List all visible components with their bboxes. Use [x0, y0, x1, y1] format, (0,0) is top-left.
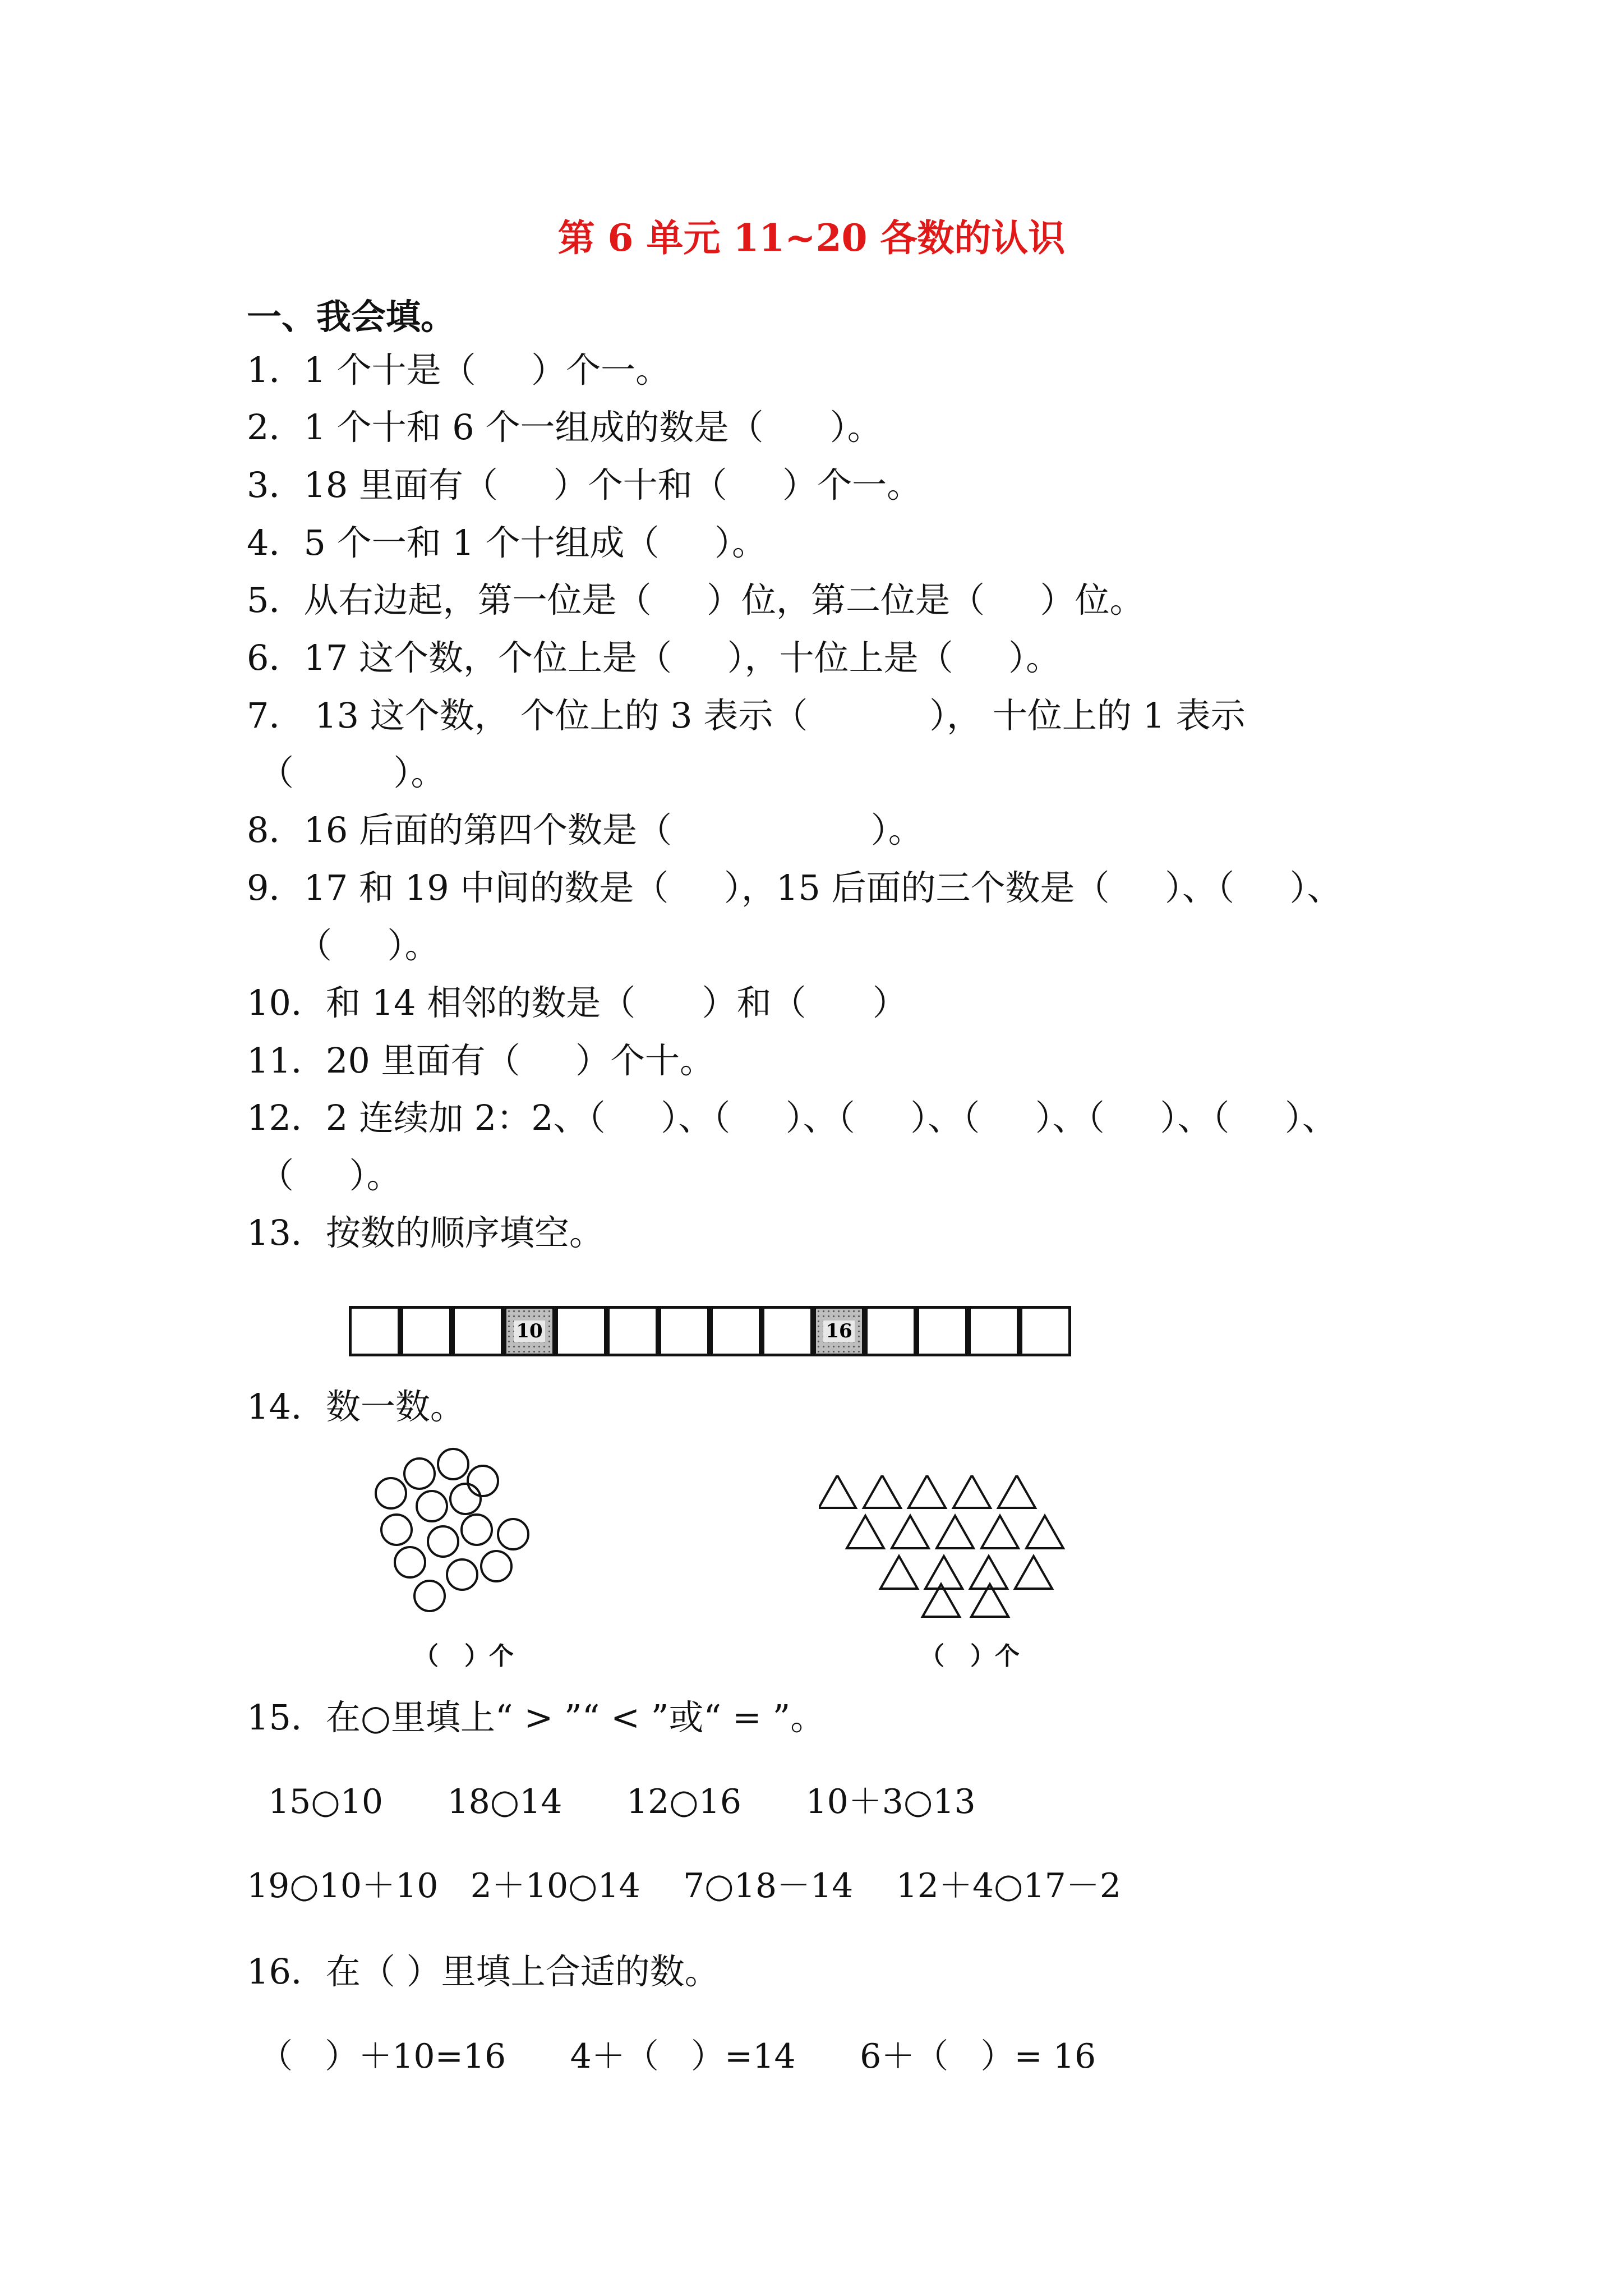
triangle-shape: [970, 1556, 1007, 1589]
circle-shape: [414, 1581, 445, 1611]
sequence-cell-blank: [349, 1306, 400, 1356]
sequence-cell-blank: [452, 1306, 504, 1356]
question-12: 12．2 连续加 2：2、（ ）、（ ）、（ ）、（ ）、（ ）、（ ）、: [247, 1097, 1337, 1138]
circle-shape: [438, 1449, 468, 1479]
circle-shape: [395, 1547, 425, 1577]
question-16-row: （ ）＋10=16 4＋（ ）=14 6＋（ ）= 16: [259, 2037, 1096, 2076]
page-title: 第 6 单元 11~20 各数的认识: [557, 216, 1066, 260]
triangle-shape: [847, 1516, 884, 1548]
sequence-cell-blank: [555, 1306, 607, 1356]
circle-shape: [404, 1458, 435, 1489]
sequence-cell-blank: [762, 1306, 813, 1356]
circle-shape: [450, 1484, 481, 1514]
question-9: 9．17 和 19 中间的数是（ ），15 后面的三个数是（ ）、（ ）、: [247, 867, 1342, 908]
question-16: 16．在（ ）里填上合适的数。: [247, 1951, 720, 1992]
triangle-shape: [1026, 1516, 1063, 1548]
circle-shape: [447, 1559, 477, 1590]
sequence-cell-blank: [607, 1306, 658, 1356]
sequence-cell-known: [504, 1306, 555, 1356]
question-10: 10．和 14 相邻的数是（ ）和（ ）: [247, 982, 907, 1023]
question-5: 5．从右边起，第一位是（ ）位，第二位是（ ）位。: [247, 579, 1145, 620]
question-11: 11．20 里面有（ ）个十。: [247, 1040, 715, 1081]
triangle-shape: [819, 1475, 856, 1508]
triangle-shape: [909, 1475, 946, 1508]
question-12-continued: （ ）。: [259, 1155, 402, 1196]
triangles-figure: [819, 1475, 1099, 1621]
question-15: 15．在○里填上“ > ”“ < ”或“ = ”。: [247, 1697, 826, 1738]
triangles-count-label: （ ）个: [920, 1642, 1020, 1671]
triangle-shape: [925, 1556, 962, 1589]
question-13: 13．按数的顺序填空。: [247, 1212, 604, 1253]
circle-shape: [462, 1515, 492, 1545]
question-3: 3．18 里面有（ ）个十和（ ）个一。: [247, 464, 922, 505]
sequence-cell-blank: [710, 1306, 762, 1356]
circle-shape: [481, 1551, 511, 1581]
triangle-shape: [937, 1516, 974, 1548]
triangle-shape: [953, 1475, 990, 1508]
question-2: 2．1 个十和 6 个一组成的数是（ ）。: [247, 407, 882, 448]
triangle-shape: [864, 1475, 901, 1508]
question-8: 8．16 后面的第四个数是（ ）。: [247, 809, 923, 850]
sequence-cell-blank: [916, 1306, 968, 1356]
triangle-shape: [998, 1475, 1035, 1508]
question-4: 4．5 个一和 1 个十组成（ ）。: [247, 522, 767, 563]
question-15-row-1: 15○10 18○14 12○16 10＋3○13: [268, 1782, 976, 1821]
circle-shape: [468, 1466, 498, 1496]
sequence-cell-known: [813, 1306, 865, 1356]
number-sequence-strip: [349, 1306, 1071, 1356]
circle-shape: [498, 1519, 528, 1549]
sequence-cell-value: 10: [514, 1320, 545, 1342]
triangle-shape: [981, 1516, 1018, 1548]
question-14: 14．数一数。: [247, 1386, 465, 1427]
circle-shape: [376, 1478, 406, 1508]
sequence-cell-blank: [1020, 1306, 1071, 1356]
circles-figure: [359, 1442, 561, 1632]
triangle-shape: [892, 1516, 929, 1548]
triangle-shape: [880, 1556, 917, 1589]
sequence-cell-blank: [658, 1306, 710, 1356]
circle-shape: [417, 1491, 447, 1521]
circle-shape: [381, 1515, 412, 1545]
question-1: 1．1 个十是（ ）个一。: [247, 349, 671, 390]
sequence-cell-blank: [400, 1306, 452, 1356]
triangle-shape: [1015, 1556, 1052, 1589]
sequence-cell-value: 16: [823, 1320, 854, 1342]
question-7: 7． 13 这个数， 个位上的 3 表示（ ）， 十位上的 1 表示: [247, 695, 1246, 736]
sequence-cell-blank: [865, 1306, 916, 1356]
circle-shape: [428, 1526, 458, 1557]
circles-count-label: （ ）个: [414, 1642, 514, 1671]
sequence-cell-blank: [968, 1306, 1020, 1356]
question-9-continued: （ ）。: [297, 925, 440, 966]
section-heading: 一、我会填。: [247, 296, 456, 337]
question-15-row-2: 19○10＋10 2＋10○14 7○18－14 12＋4○17－2: [247, 1866, 1122, 1906]
question-7-continued: （ ）。: [259, 752, 446, 793]
question-6: 6．17 这个数，个位上是（ ），十位上是（ ）。: [247, 637, 1061, 678]
